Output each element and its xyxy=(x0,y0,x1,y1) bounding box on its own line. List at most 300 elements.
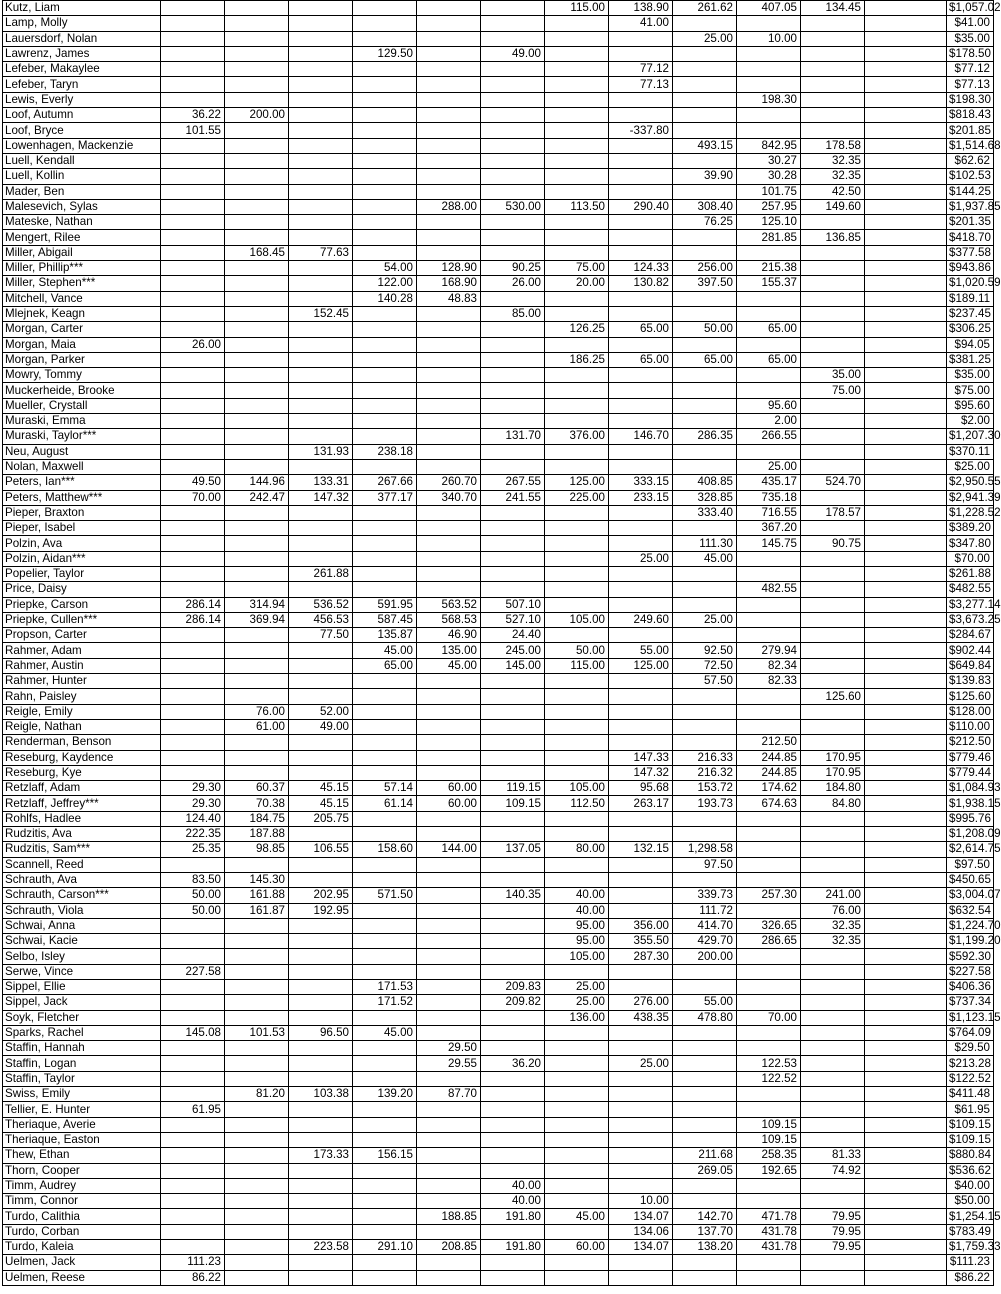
amount-cell xyxy=(161,153,225,168)
amount-cell xyxy=(353,306,417,321)
amount-cell: 65.00 xyxy=(673,352,737,367)
amount-cell xyxy=(609,888,673,903)
amount-cell xyxy=(865,398,947,413)
amount-cell xyxy=(481,949,545,964)
table-row xyxy=(3,704,994,719)
amount-cell xyxy=(161,980,225,995)
amount-cell xyxy=(801,582,865,597)
total-cell: $1,254.15 xyxy=(947,1209,994,1224)
amount-cell xyxy=(865,612,947,627)
amount-cell xyxy=(545,153,609,168)
amount-cell xyxy=(609,230,673,245)
amount-cell xyxy=(289,138,353,153)
amount-cell xyxy=(417,230,481,245)
amount-cell xyxy=(225,980,289,995)
amount-cell xyxy=(865,781,947,796)
amount-cell xyxy=(481,1270,545,1285)
amount-cell xyxy=(737,612,801,627)
amount-cell: 198.30 xyxy=(737,92,801,107)
amount-cell xyxy=(865,796,947,811)
amount-cell: 65.00 xyxy=(609,322,673,337)
amount-cell xyxy=(225,1209,289,1224)
amount-cell xyxy=(737,704,801,719)
amount-cell xyxy=(545,964,609,979)
amount-cell xyxy=(865,77,947,92)
amount-cell: 377.17 xyxy=(353,490,417,505)
amount-cell xyxy=(545,1148,609,1163)
person-name-cell: Swiss, Emily xyxy=(3,1087,161,1102)
amount-cell: 133.31 xyxy=(289,475,353,490)
amount-cell xyxy=(865,597,947,612)
amount-cell xyxy=(353,719,417,734)
amount-cell xyxy=(481,918,545,933)
amount-cell xyxy=(865,872,947,887)
amount-cell xyxy=(673,1087,737,1102)
amount-cell xyxy=(545,1178,609,1193)
person-name-cell: Muraski, Emma xyxy=(3,414,161,429)
amount-cell: 42.50 xyxy=(801,184,865,199)
amount-cell xyxy=(353,582,417,597)
person-name-cell: Price, Daisy xyxy=(3,582,161,597)
amount-cell: 84.80 xyxy=(801,796,865,811)
amount-cell xyxy=(801,719,865,734)
amount-cell xyxy=(417,398,481,413)
amount-cell: 429.70 xyxy=(673,934,737,949)
total-cell: $783.49 xyxy=(947,1224,994,1239)
amount-cell xyxy=(161,995,225,1010)
amount-cell xyxy=(353,566,417,581)
amount-cell xyxy=(865,1178,947,1193)
amount-cell: 30.28 xyxy=(737,169,801,184)
amount-cell xyxy=(609,153,673,168)
person-name-cell: Rudzitis, Sam*** xyxy=(3,842,161,857)
table-row xyxy=(3,123,994,138)
amount-cell xyxy=(737,46,801,61)
table-row xyxy=(3,857,994,872)
amount-cell xyxy=(865,842,947,857)
amount-cell xyxy=(353,429,417,444)
amount-cell: 65.00 xyxy=(737,352,801,367)
amount-cell: 55.00 xyxy=(673,995,737,1010)
amount-cell xyxy=(481,291,545,306)
amount-cell xyxy=(417,674,481,689)
amount-cell xyxy=(225,934,289,949)
table-row xyxy=(3,199,994,214)
amount-cell: 124.40 xyxy=(161,811,225,826)
table-row xyxy=(3,1071,994,1086)
amount-cell xyxy=(225,505,289,520)
amount-cell: 1,298.58 xyxy=(673,842,737,857)
amount-cell: 208.85 xyxy=(417,1240,481,1255)
amount-cell: 40.00 xyxy=(481,1178,545,1193)
amount-cell xyxy=(161,1071,225,1086)
amount-cell xyxy=(481,398,545,413)
amount-cell: 105.00 xyxy=(545,612,609,627)
amount-cell xyxy=(481,903,545,918)
amount-cell xyxy=(289,31,353,46)
amount-cell xyxy=(801,414,865,429)
amount-cell xyxy=(609,459,673,474)
amount-cell xyxy=(865,827,947,842)
amount-cell: 75.00 xyxy=(801,383,865,398)
amount-cell: 137.70 xyxy=(673,1224,737,1239)
amount-cell xyxy=(865,1,947,16)
amount-cell xyxy=(545,337,609,352)
amount-cell xyxy=(673,459,737,474)
amount-cell xyxy=(481,245,545,260)
amount-cell xyxy=(673,245,737,260)
amount-cell xyxy=(225,995,289,1010)
table-row xyxy=(3,184,994,199)
amount-cell xyxy=(865,46,947,61)
person-name-cell: Mueller, Crystall xyxy=(3,398,161,413)
amount-cell xyxy=(865,582,947,597)
amount-cell xyxy=(865,261,947,276)
table-row xyxy=(3,995,994,1010)
amount-cell xyxy=(481,719,545,734)
total-cell: $818.43 xyxy=(947,108,994,123)
amount-cell xyxy=(225,429,289,444)
amount-cell xyxy=(353,1224,417,1239)
amount-cell: 134.06 xyxy=(609,1224,673,1239)
amount-cell xyxy=(353,368,417,383)
amount-cell: 125.60 xyxy=(801,689,865,704)
table-row xyxy=(3,689,994,704)
amount-cell xyxy=(225,138,289,153)
amount-cell xyxy=(673,735,737,750)
amount-cell xyxy=(161,566,225,581)
amount-cell: 132.15 xyxy=(609,842,673,857)
table-row xyxy=(3,169,994,184)
amount-cell xyxy=(737,368,801,383)
person-name-cell: Rudzitis, Ava xyxy=(3,827,161,842)
amount-cell xyxy=(353,337,417,352)
amount-cell xyxy=(481,689,545,704)
person-name-cell: Loof, Autumn xyxy=(3,108,161,123)
amount-cell xyxy=(225,215,289,230)
amount-cell xyxy=(417,1270,481,1285)
amount-cell xyxy=(865,1270,947,1285)
person-name-cell: Reseburg, Kye xyxy=(3,765,161,780)
amount-cell xyxy=(225,46,289,61)
table-row xyxy=(3,138,994,153)
amount-cell: 222.35 xyxy=(161,827,225,842)
person-name-cell: Thew, Ethan xyxy=(3,1148,161,1163)
table-row xyxy=(3,1163,994,1178)
table-row xyxy=(3,934,994,949)
amount-cell xyxy=(865,1087,947,1102)
amount-cell xyxy=(225,414,289,429)
amount-cell xyxy=(545,245,609,260)
amount-cell xyxy=(289,108,353,123)
amount-cell xyxy=(353,138,417,153)
amount-cell: 65.00 xyxy=(737,322,801,337)
person-name-cell: Retzlaff, Jeffrey*** xyxy=(3,796,161,811)
amount-cell xyxy=(801,459,865,474)
amount-cell: 122.00 xyxy=(353,276,417,291)
total-cell: $111.23 xyxy=(947,1255,994,1270)
amount-cell xyxy=(545,551,609,566)
amount-cell xyxy=(417,872,481,887)
total-cell: $212.50 xyxy=(947,735,994,750)
amount-cell: 39.90 xyxy=(673,169,737,184)
amount-cell: 61.14 xyxy=(353,796,417,811)
person-name-cell: Rahmer, Austin xyxy=(3,658,161,673)
amount-cell xyxy=(417,980,481,995)
person-name-cell: Lamp, Molly xyxy=(3,16,161,31)
amount-cell xyxy=(609,1163,673,1178)
amount-cell: 530.00 xyxy=(481,199,545,214)
amount-cell: 482.55 xyxy=(737,582,801,597)
table-row xyxy=(3,980,994,995)
total-cell: $25.00 xyxy=(947,459,994,474)
amount-cell xyxy=(545,1102,609,1117)
amount-cell xyxy=(545,291,609,306)
amount-cell xyxy=(737,1194,801,1209)
amount-cell xyxy=(737,995,801,1010)
amount-cell xyxy=(737,1255,801,1270)
amount-cell xyxy=(417,582,481,597)
amount-cell xyxy=(737,827,801,842)
amount-cell xyxy=(801,842,865,857)
ledger-body xyxy=(3,1,1001,1286)
amount-cell xyxy=(161,261,225,276)
amount-cell xyxy=(737,1270,801,1285)
total-cell: $370.11 xyxy=(947,444,994,459)
amount-cell xyxy=(801,827,865,842)
person-name-cell: Peters, Ian*** xyxy=(3,475,161,490)
amount-cell xyxy=(737,123,801,138)
amount-cell xyxy=(417,383,481,398)
total-cell: $995.76 xyxy=(947,811,994,826)
table-row xyxy=(3,322,994,337)
amount-cell xyxy=(417,184,481,199)
amount-cell xyxy=(545,582,609,597)
total-cell: $347.80 xyxy=(947,536,994,551)
amount-cell: 144.96 xyxy=(225,475,289,490)
amount-cell: 90.75 xyxy=(801,536,865,551)
amount-cell xyxy=(801,352,865,367)
amount-cell xyxy=(481,31,545,46)
amount-cell xyxy=(353,245,417,260)
person-name-cell: Mitchell, Vance xyxy=(3,291,161,306)
amount-cell xyxy=(481,521,545,536)
amount-cell xyxy=(225,1132,289,1147)
amount-cell xyxy=(481,153,545,168)
amount-cell xyxy=(545,46,609,61)
amount-cell xyxy=(225,1010,289,1025)
amount-cell xyxy=(289,153,353,168)
table-row xyxy=(3,444,994,459)
amount-cell xyxy=(225,1071,289,1086)
amount-cell xyxy=(673,521,737,536)
amount-cell: 130.82 xyxy=(609,276,673,291)
person-name-cell: Muraski, Taylor*** xyxy=(3,429,161,444)
amount-cell xyxy=(545,521,609,536)
amount-cell xyxy=(865,1148,947,1163)
amount-cell: 842.95 xyxy=(737,138,801,153)
amount-cell: 60.00 xyxy=(545,1240,609,1255)
amount-cell xyxy=(673,123,737,138)
amount-cell: 70.00 xyxy=(737,1010,801,1025)
amount-cell: 140.28 xyxy=(353,291,417,306)
amount-cell: 215.38 xyxy=(737,261,801,276)
amount-cell xyxy=(417,414,481,429)
amount-cell xyxy=(289,750,353,765)
amount-cell xyxy=(353,184,417,199)
amount-cell xyxy=(289,1117,353,1132)
amount-cell: 24.40 xyxy=(481,628,545,643)
person-name-cell: Mader, Ben xyxy=(3,184,161,199)
amount-cell: 261.88 xyxy=(289,566,353,581)
amount-cell xyxy=(417,1010,481,1025)
amount-cell xyxy=(225,536,289,551)
amount-cell xyxy=(865,903,947,918)
amount-cell xyxy=(481,1117,545,1132)
amount-cell: 144.00 xyxy=(417,842,481,857)
amount-cell xyxy=(545,857,609,872)
person-name-cell: Schwai, Kacie xyxy=(3,934,161,949)
total-cell: $1,020.59 xyxy=(947,276,994,291)
amount-cell xyxy=(353,521,417,536)
amount-cell xyxy=(545,92,609,107)
amount-cell xyxy=(225,1255,289,1270)
amount-cell xyxy=(545,1041,609,1056)
amount-cell xyxy=(353,215,417,230)
amount-cell xyxy=(545,1071,609,1086)
amount-cell: 326.65 xyxy=(737,918,801,933)
table-row xyxy=(3,490,994,505)
amount-cell xyxy=(737,842,801,857)
table-row xyxy=(3,108,994,123)
table-row xyxy=(3,765,994,780)
amount-cell xyxy=(481,322,545,337)
person-name-cell: Scannell, Reed xyxy=(3,857,161,872)
amount-cell: 145.30 xyxy=(225,872,289,887)
amount-cell xyxy=(609,414,673,429)
amount-cell xyxy=(865,566,947,581)
amount-cell xyxy=(865,459,947,474)
amount-cell: 286.14 xyxy=(161,597,225,612)
table-row xyxy=(3,674,994,689)
amount-cell xyxy=(673,383,737,398)
total-cell: $77.13 xyxy=(947,77,994,92)
amount-cell xyxy=(865,291,947,306)
amount-cell: 279.94 xyxy=(737,643,801,658)
amount-cell: 276.00 xyxy=(609,995,673,1010)
amount-cell xyxy=(481,1010,545,1025)
amount-cell: 48.83 xyxy=(417,291,481,306)
table-row xyxy=(3,1117,994,1132)
amount-cell: 111.23 xyxy=(161,1255,225,1270)
amount-cell xyxy=(545,444,609,459)
amount-cell xyxy=(161,92,225,107)
amount-cell: 205.75 xyxy=(289,811,353,826)
amount-cell xyxy=(481,1071,545,1086)
amount-cell xyxy=(481,215,545,230)
person-name-cell: Thorn, Cooper xyxy=(3,1163,161,1178)
amount-cell xyxy=(865,735,947,750)
table-row xyxy=(3,1178,994,1193)
amount-cell xyxy=(225,765,289,780)
total-cell: $377.58 xyxy=(947,245,994,260)
amount-cell xyxy=(865,980,947,995)
amount-cell xyxy=(801,108,865,123)
amount-cell: 211.68 xyxy=(673,1148,737,1163)
amount-cell xyxy=(801,1087,865,1102)
table-row xyxy=(3,628,994,643)
total-cell: $381.25 xyxy=(947,352,994,367)
amount-cell xyxy=(289,872,353,887)
amount-cell xyxy=(161,765,225,780)
amount-cell: 115.00 xyxy=(545,1,609,16)
amount-cell xyxy=(737,1087,801,1102)
person-name-cell: Loof, Bryce xyxy=(3,123,161,138)
person-name-cell: Lefeber, Makaylee xyxy=(3,62,161,77)
amount-cell xyxy=(737,291,801,306)
amount-cell xyxy=(801,674,865,689)
amount-cell: 258.35 xyxy=(737,1148,801,1163)
amount-cell: 147.32 xyxy=(289,490,353,505)
amount-cell xyxy=(545,1194,609,1209)
amount-cell: 35.00 xyxy=(801,368,865,383)
total-cell: $213.28 xyxy=(947,1056,994,1071)
table-row xyxy=(3,245,994,260)
amount-cell xyxy=(481,1025,545,1040)
amount-cell xyxy=(865,230,947,245)
amount-cell xyxy=(225,1056,289,1071)
amount-cell xyxy=(481,123,545,138)
amount-cell xyxy=(609,628,673,643)
amount-cell xyxy=(801,1025,865,1040)
amount-cell xyxy=(353,735,417,750)
total-cell: $50.00 xyxy=(947,1194,994,1209)
amount-cell: 129.50 xyxy=(353,46,417,61)
amount-cell xyxy=(161,429,225,444)
amount-cell xyxy=(417,215,481,230)
amount-cell: 244.85 xyxy=(737,750,801,765)
amount-cell xyxy=(865,199,947,214)
amount-cell xyxy=(865,811,947,826)
amount-cell xyxy=(481,138,545,153)
amount-cell xyxy=(289,1270,353,1285)
amount-cell xyxy=(609,444,673,459)
amount-cell xyxy=(801,31,865,46)
amount-cell xyxy=(289,1071,353,1086)
amount-cell xyxy=(161,1178,225,1193)
amount-cell xyxy=(865,704,947,719)
amount-cell xyxy=(353,1194,417,1209)
table-row xyxy=(3,1209,994,1224)
amount-cell xyxy=(737,1041,801,1056)
amount-cell xyxy=(481,230,545,245)
amount-cell: 131.93 xyxy=(289,444,353,459)
amount-cell: 125.00 xyxy=(609,658,673,673)
amount-cell xyxy=(865,490,947,505)
amount-cell xyxy=(609,291,673,306)
amount-cell: 29.30 xyxy=(161,796,225,811)
amount-cell xyxy=(417,368,481,383)
amount-cell: 29.30 xyxy=(161,781,225,796)
amount-cell xyxy=(353,811,417,826)
amount-cell xyxy=(801,261,865,276)
amount-cell xyxy=(865,934,947,949)
amount-cell xyxy=(545,77,609,92)
amount-cell xyxy=(417,505,481,520)
amount-cell: 145.00 xyxy=(481,658,545,673)
amount-cell: 269.05 xyxy=(673,1163,737,1178)
amount-cell xyxy=(801,1132,865,1147)
